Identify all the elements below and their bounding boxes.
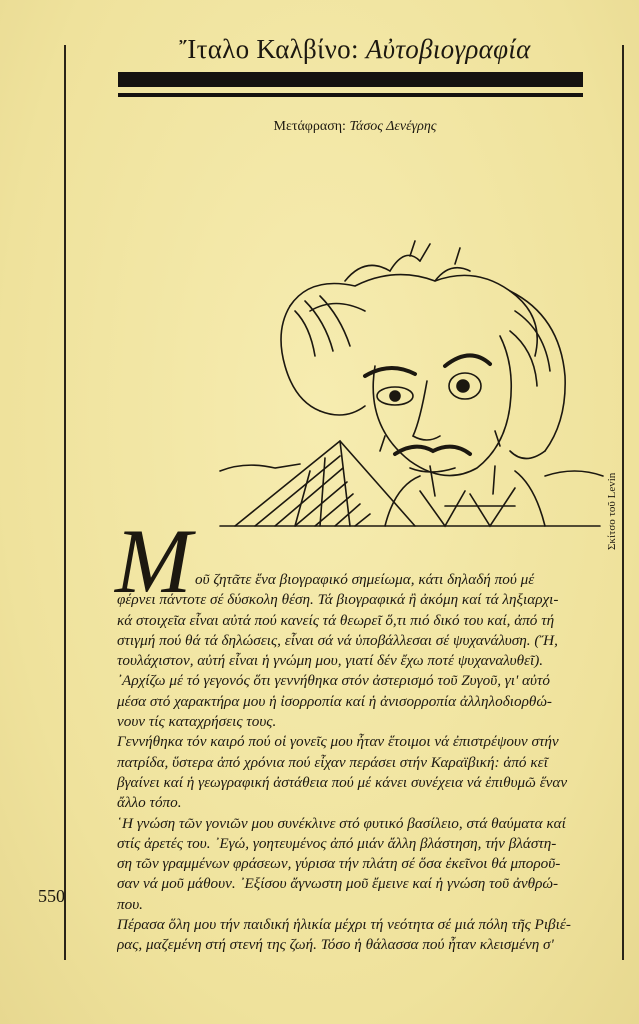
body-line: που. <box>117 895 143 913</box>
body-line: ῾Η γνώση τῶν γονιῶν μου συνέκλινε στό φυτικό βασίλειο, στά θαύματα καί <box>117 814 566 832</box>
title-author: Ἴταλο Καλβίνο: <box>179 34 359 64</box>
title-bar-thick <box>118 72 583 87</box>
body-line: φέρνει πάντοτε σέ δύσκολη θέση. Τά βιογραφικά ἢ ἀκόμη καί τά ληξιαρχι- <box>117 591 559 609</box>
body-line: οῦ ζητᾶτε ἕνα βιογραφικό σημείωμα, κάτι δηλαδή πού μέ <box>195 571 535 588</box>
title-work: Αὐτοβιογραφία <box>365 34 531 64</box>
body-line: ση τῶν γραμμένων φράσεων, γύρισα τήν πλάτη σέ ὅσα ἐκεῖνοι θά μποροῦ- <box>117 855 561 873</box>
title-bar-thin <box>118 93 583 97</box>
translator-name: Τάσος Δενέγρης <box>349 119 437 134</box>
body-line: στιγμή πού θά τά δηλώσεις, εἶναι σά νά ὑποβάλλεσαι σέ ψυχανάλυση. (Ἤ, <box>117 631 558 649</box>
portrait-sketch-illustration <box>215 236 605 536</box>
body-line: βγαίνει καί ἡ γεωγραφική ἀστάθεια πού μέ κάνει συνέχεια νά ἐπιθυμῶ ἕναν <box>117 773 568 791</box>
body-line: ᾿Αρχίζω μέ τό γεγονός ὅτι γεννήθηκα στόν ἀστερισμό τοῦ Ζυγοῦ, γι' αὐτό <box>117 672 551 690</box>
article-title <box>120 34 590 65</box>
body-line: στίς ἀρετές του. ᾿Εγώ, γοητευμένος ἀπό μιάν ἄλλη βλάστηση, τήν βλάστη- <box>117 834 557 852</box>
left-vertical-rule <box>64 45 66 960</box>
article-body <box>117 570 617 956</box>
body-line: Γεννήθηκα τόν καιρό πού οἱ γονεῖς μου ἦταν ἕτοιμοι νά ἐπιστρέψουν στήν <box>117 733 559 751</box>
translator-label: Μετάφραση: <box>273 119 346 134</box>
body-line: ρας, μαζεμένη στή στενή της ζωή. Τόσο ἡ θάλασσα πού ἦταν κλεισμένη σ' <box>117 936 554 954</box>
body-line: μέσα στό χαρακτήρα μου ἡ ἰσορροπία καί ἡ ἀνισορροπία ἀλληλοδιορθώ- <box>117 692 552 710</box>
body-line: τουλάχιστον, αὐτή εἶναι ἡ γνώμη μου, γιατί δέν ἔχω ποτέ ψυχαναλυθεῖ). <box>117 652 544 670</box>
body-line: κά στοιχεῖα εἶναι αὐτά πού κανείς τά θεωρεῖ ὅ,τι πιό δικό του καί, ἀπό τή <box>117 611 555 629</box>
illustration-credit: Σκίτσο τοῦ Levin <box>606 472 618 550</box>
body-line: πατρίδα, ὕστερα ἀπό χρόνια πού εἶχαν περάσει στήν Καραϊβική: ἀπό κεῖ <box>117 753 548 771</box>
body-line: νουν τίς καταχρήσεις τους. <box>117 713 277 731</box>
drop-cap: Μ <box>115 510 192 612</box>
page-number: 550 <box>38 886 65 906</box>
translator-line <box>120 119 590 135</box>
body-line: σαν νά μοῦ μάθουν. ᾿Εξίσου ἄγνωστη μοῦ ἔμεινε καί ἡ γνώση τοῦ ἀνθρώ- <box>117 875 559 893</box>
body-line: Πέρασα ὅλη μου τήν παιδική ἡλικία μέχρι τή νεότητα σέ μιά πόλη τῆς Ριβιέ- <box>117 916 571 934</box>
body-line: ἄλλο τόπο. <box>117 794 182 812</box>
